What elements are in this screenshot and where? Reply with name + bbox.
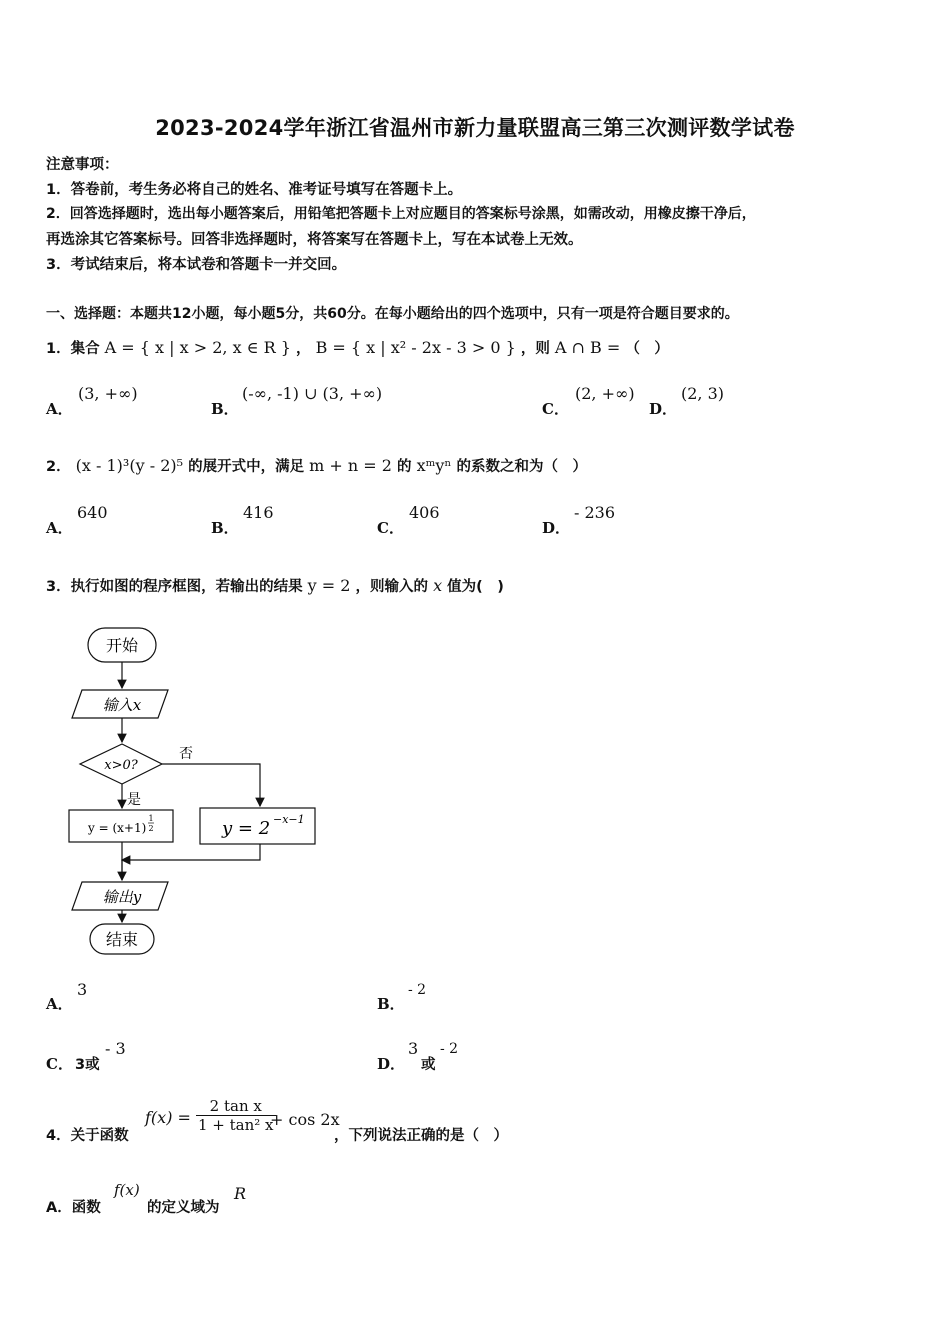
flow-left-exp-den: 2 (148, 824, 154, 833)
notes-item-2b: 再选涂其它答案标号。回答非选择题时，将答案写在答题卡上，写在本试卷上无效。 (46, 232, 583, 248)
q3-option-d-mid: 或 (421, 1057, 436, 1073)
notes-heading: 注意事项： (46, 157, 119, 173)
q3-option-c-value: - 3 (105, 1039, 126, 1058)
q3-option-a-value: 3 (77, 980, 88, 999)
flow-left-process-base: y = (x+1) (88, 821, 147, 835)
flow-end-label: 结束 (105, 930, 139, 949)
q1-option-c-label: C． (542, 400, 569, 418)
q1-then: ，则 (520, 341, 550, 357)
q2-end: 的系数之和为（ ） (456, 459, 587, 475)
page-title: 2023-2024学年浙江省温州市新力量联盟高三第三次测评数学试卷 (155, 116, 795, 140)
notes-item-2a: 2．回答选择题时，选出每小题答案后，用铅笔把答题卡上对应题目的答案标号涂黑，如需改动，用橡皮擦干净后， (46, 206, 756, 222)
q4-prefix: 4．关于函数 (46, 1128, 129, 1144)
q4-end: ，下列说法正确的是（ ） (334, 1128, 508, 1144)
q1-set-a: A = { x | x > 2, x ∈ R } (104, 338, 291, 357)
q2-expr: (x - 1)³(y - 2)⁵ (75, 456, 184, 475)
q1-paren: （ ） (625, 341, 669, 357)
q4-denominator: 1 + tan² x (198, 1116, 274, 1134)
q4-numerator: 2 tan x (196, 1097, 276, 1116)
q3-y-value: y = 2 (307, 576, 351, 595)
q2-option-b-value: 416 (243, 503, 274, 522)
flow-no-label: 否 (179, 746, 193, 762)
q2-option-b-label: B． (211, 519, 239, 537)
q2-option-c-value: 406 (409, 503, 440, 522)
q2-option-a-label: A． (46, 519, 73, 537)
q4-option-a-label: A．函数 (46, 1200, 101, 1216)
q2-option-d-label: D． (542, 519, 571, 537)
q1-option-c-value: (2, +∞) (575, 384, 635, 403)
flowchart (60, 620, 330, 960)
q4-lhs: f(x) = (145, 1108, 191, 1127)
q4-fraction (196, 1097, 276, 1134)
q4-option-a-r: R (234, 1184, 247, 1203)
section-heading: 一、选择题：本题共12小题，每小题5分，共60分。在每小题给出的四个选项中，只有一项是符合题目要求的。 (46, 306, 739, 322)
q1-option-d-label: D． (649, 400, 678, 418)
q2-condition: m + n = 2 (309, 456, 392, 475)
q3-prefix: 3．执行如图的程序框图，若输出的结果 (46, 579, 303, 595)
q3-x-var: x (433, 576, 443, 595)
q3-option-d-value-2: - 2 (440, 1041, 459, 1057)
flow-no-branch (162, 764, 260, 806)
flow-output-label: 输出y (102, 888, 142, 906)
q1-option-b-value: (-∞, -1) ∪ (3, +∞) (242, 384, 383, 403)
q3-option-c-pre: 3或 (75, 1057, 100, 1073)
notes-item-1: 1．答卷前，考生务必将自己的姓名、准考证号填写在答题卡上。 (46, 182, 463, 198)
flow-right-process-base: y = 2 (222, 818, 271, 839)
q3-option-c-label: C． (46, 1055, 73, 1073)
q3-mid: ，则输入的 (355, 579, 429, 595)
q1-prefix: 1．集合 (46, 341, 100, 357)
q2-mid2: 的 (397, 459, 412, 475)
q2-prefix: 2． (46, 459, 71, 475)
flow-right-process-exp: −x−1 (273, 813, 305, 826)
q1-comma: ， (296, 341, 311, 357)
q2-option-d-value: - 236 (574, 503, 616, 522)
notes-item-3: 3．考试结束后，将本试卷和答题卡一并交回。 (46, 257, 347, 273)
question-3 (46, 575, 504, 596)
q1-option-b-label: B． (211, 400, 239, 418)
q1-option-d-value: (2, 3) (681, 384, 725, 403)
q4-plus-term: + cos 2x (270, 1110, 340, 1129)
flow-input-label: 输入x (102, 696, 142, 714)
q3-option-d-label: D． (377, 1055, 406, 1073)
flow-start-label: 开始 (105, 636, 139, 655)
question-2 (46, 455, 587, 476)
q2-option-c-label: C． (377, 519, 404, 537)
q3-option-b-label: B． (377, 995, 405, 1013)
q3-option-d-value-1: 3 (408, 1039, 419, 1058)
q1-option-a-value: (3, +∞) (78, 384, 138, 403)
flow-left-exp-num: 1 (148, 814, 154, 823)
q4-option-a-fx: f(x) (114, 1181, 140, 1199)
flow-decision-label: x>0? (104, 758, 138, 773)
flow-yes-label: 是 (127, 792, 141, 808)
q2-mid1: 的展开式中，满足 (188, 459, 305, 475)
q1-set-b: B = { x | x² - 2x - 3 > 0 } (315, 338, 516, 357)
q4-option-a-mid: 的定义域为 (147, 1200, 220, 1216)
q2-term: xᵐyⁿ (416, 456, 452, 475)
q1-expr: A ∩ B = (554, 338, 621, 357)
q3-end: 值为( ) (447, 579, 504, 595)
q1-option-a-label: A． (46, 400, 73, 418)
q2-option-a-value: 640 (77, 503, 108, 522)
q3-option-b-value: - 2 (408, 982, 427, 998)
q3-option-a-label: A． (46, 995, 73, 1013)
question-1 (46, 337, 669, 358)
flow-merge-arrow (122, 844, 260, 860)
